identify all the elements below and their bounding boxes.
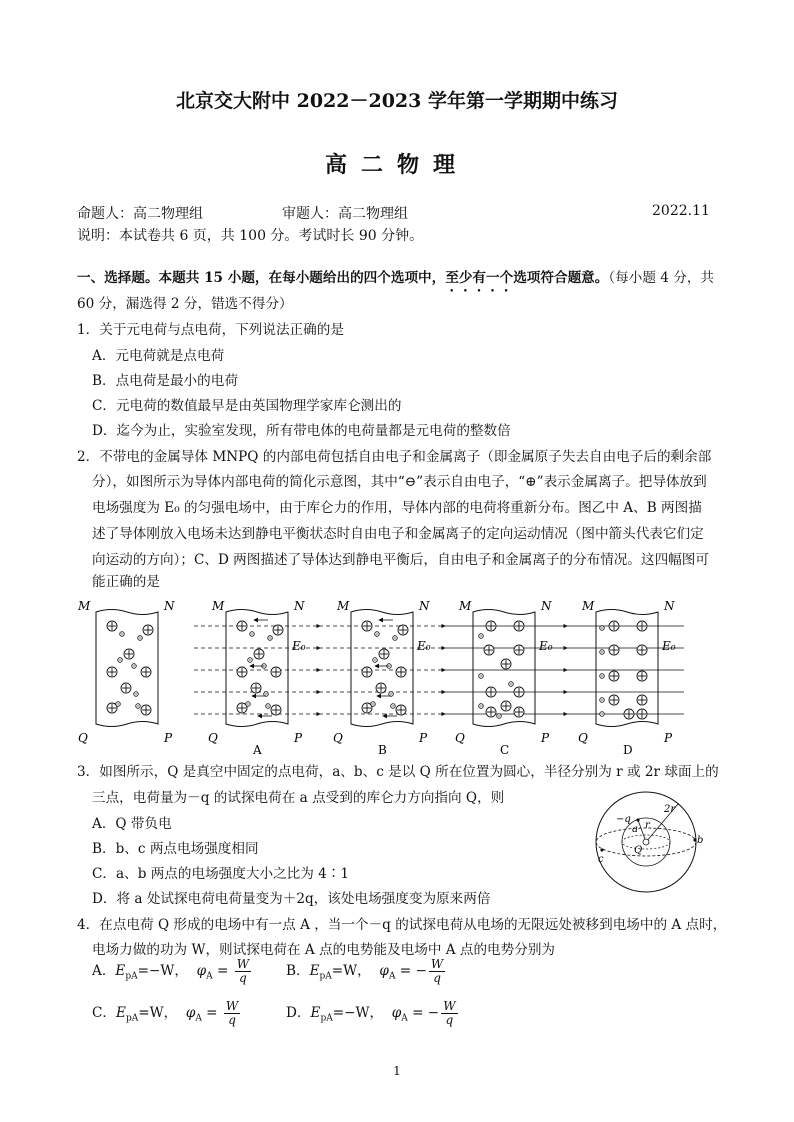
q3-line: 3．如图所示，Q 是真空中固定的点电荷，a、b、c 是以 Q 所在位置为圆心，半径分别为 r 或 2r 球面上的 bbox=[77, 764, 719, 780]
corner-label-N: N bbox=[419, 599, 430, 613]
exam-title: 北京交大附中 2022－2023 学年第一学期期中练习 bbox=[176, 90, 618, 112]
point-a bbox=[636, 818, 639, 821]
field-label-E0: E₀ bbox=[539, 639, 553, 653]
corner-label-Q: Q bbox=[578, 731, 588, 745]
q3-figure bbox=[588, 790, 708, 900]
q1-option-c: C．元电荷的数值最早是由英国物理学家库仑测出的 bbox=[92, 398, 402, 414]
q4-option-d: D．$E_{pA}=-W$， $\varphi_A$ = − $\frac{W}{q}$ bbox=[286, 999, 456, 1027]
panel-label: C bbox=[500, 743, 510, 756]
q3-option-d: D．将 a 处试探电荷电荷量变为＋2q，该处电场强度变为原来两倍 bbox=[92, 891, 491, 907]
q3-option-b: B．b、c 两点电场强度相同 bbox=[92, 841, 259, 857]
q2-line: 分），如图所示为导体内部电荷的简化示意图，其中“⊖”表示自由电子，“⊕”表示金属离子。把导体放到 bbox=[92, 474, 707, 490]
q2-line: 2．不带电的金属导体 MNPQ 的内部电荷包括自由电子和金属离子（即金属原子失去自由电子后的剩余部 bbox=[77, 449, 712, 465]
corner-label-Q: Q bbox=[78, 731, 88, 745]
q4-line: 4．在点电荷 Q 形成的电场中有一点 A ，当一个－q 的试探电荷从电场的无限远处被移到电场中的 A 点时， bbox=[77, 917, 727, 933]
q2-line: 向运动的方向）；C、D 两图描述了导体达到静电平衡后，自由电子和金属离子的分布情况。这四幅图可 bbox=[92, 552, 709, 568]
q3-line: 三点，电荷量为－q 的试探电荷在 a 点受到的库仑力方向指向 Q，则 bbox=[92, 790, 505, 806]
corner-label-N: N bbox=[164, 599, 175, 613]
q3-option-a: A．Q 带负电 bbox=[92, 816, 172, 832]
corner-label-P: P bbox=[541, 731, 550, 745]
field-label-E0: E₀ bbox=[662, 639, 676, 653]
label-c: c bbox=[598, 854, 604, 865]
q1-option-b: B．点电荷是最小的电荷 bbox=[92, 373, 238, 389]
section-heading: 一、选择题。本题共 15 小题，在每小题给出的四个选项中，至少有一个选项符合题意。（每小题 4 分，共 bbox=[77, 270, 715, 286]
corner-label-M: M bbox=[459, 599, 472, 613]
emphasis-text: 至少有一个 bbox=[445, 270, 514, 286]
q1-option-d: D．迄今为止，实验室发现，所有带电体的电荷量都是元电荷的整数倍 bbox=[92, 423, 511, 439]
corner-label-P: P bbox=[294, 731, 303, 745]
corner-label-Q: Q bbox=[455, 731, 465, 745]
charge-Q bbox=[643, 839, 649, 845]
conductor-panel bbox=[319, 599, 445, 756]
q2-line: 电场强度为 E₀ 的匀强电场中，由于库仑力的作用，导体内部的电荷将重新分布。图乙中 A、B 两图描 bbox=[92, 500, 702, 516]
exam-date: 2022.11 bbox=[652, 203, 710, 219]
label-2r: 2r bbox=[664, 804, 676, 815]
q3-option-c: C．a、b 两点的电场强度大小之比为 4∶1 bbox=[92, 866, 350, 882]
reviewer-label: 审题人：高二物理组 bbox=[282, 206, 408, 222]
q1-stem: 1．关于元电荷与点电荷，下列说法正确的是 bbox=[77, 322, 344, 338]
panel-label: D bbox=[623, 743, 633, 756]
corner-label-M: M bbox=[337, 599, 350, 613]
subject-title: 高二物理 bbox=[324, 152, 469, 178]
panel-label: B bbox=[378, 743, 387, 756]
q2-figure bbox=[74, 596, 684, 756]
q4-line: 电场力做的功为 W，则试探电荷在 A 点的电势能及电场中 A 点的电势分别为 bbox=[92, 942, 556, 958]
exam-note: 说明：本试卷共 6 页，共 100 分。考试时长 90 分钟。 bbox=[77, 228, 424, 244]
label-minus-q: −q bbox=[616, 814, 631, 825]
q4-option-c: C．$E_{pA}=W$， $\varphi_A$ = $\frac{W}{q}$ bbox=[92, 999, 239, 1027]
field-label-E0: E₀ bbox=[292, 639, 306, 653]
conductor-panel bbox=[441, 599, 567, 756]
corner-label-M: M bbox=[212, 599, 225, 613]
corner-label-P: P bbox=[419, 731, 428, 745]
corner-label-M: M bbox=[78, 599, 91, 613]
conductor-panel bbox=[194, 599, 320, 756]
q2-line: 述了导体刚放入电场未达到静电平衡状态时自由电子和金属离子的定向运动情况（图中箭头代表它们定 bbox=[92, 526, 704, 542]
label-r: r bbox=[645, 820, 650, 831]
conductor-panel bbox=[564, 599, 684, 756]
q4-option-a: A．$E_{pA}=-W$， $\varphi_A$ = $\frac{W}{q}$ bbox=[92, 957, 250, 985]
section-heading-line2: 60 分，漏选得 2 分，错选不得分） bbox=[77, 296, 293, 312]
corner-label-Q: Q bbox=[333, 731, 343, 745]
corner-label-Q: Q bbox=[208, 731, 218, 745]
label-a: a bbox=[632, 824, 638, 835]
corner-label-M: M bbox=[582, 599, 595, 613]
page-number: 1 bbox=[393, 1064, 401, 1078]
q4-option-b: B．$E_{pA}=W$， $\varphi_A$ = − $\frac{W}{q}$ bbox=[286, 957, 444, 985]
corner-label-N: N bbox=[294, 599, 305, 613]
author-label: 命题人：高二物理组 bbox=[77, 206, 203, 222]
corner-label-N: N bbox=[541, 599, 552, 613]
corner-label-N: N bbox=[664, 599, 675, 613]
conductor-original bbox=[77, 599, 175, 745]
q1-option-a: A．元电荷就是点电荷 bbox=[92, 348, 225, 364]
panel-label: A bbox=[253, 743, 262, 756]
corner-label-P: P bbox=[164, 731, 173, 745]
label-b: b bbox=[697, 835, 704, 846]
q2-line: 能正确的是 bbox=[92, 574, 160, 590]
point-c bbox=[600, 848, 603, 851]
corner-label-P: P bbox=[664, 731, 673, 745]
label-Q: Q bbox=[634, 845, 643, 856]
field-label-E0: E₀ bbox=[417, 639, 431, 653]
